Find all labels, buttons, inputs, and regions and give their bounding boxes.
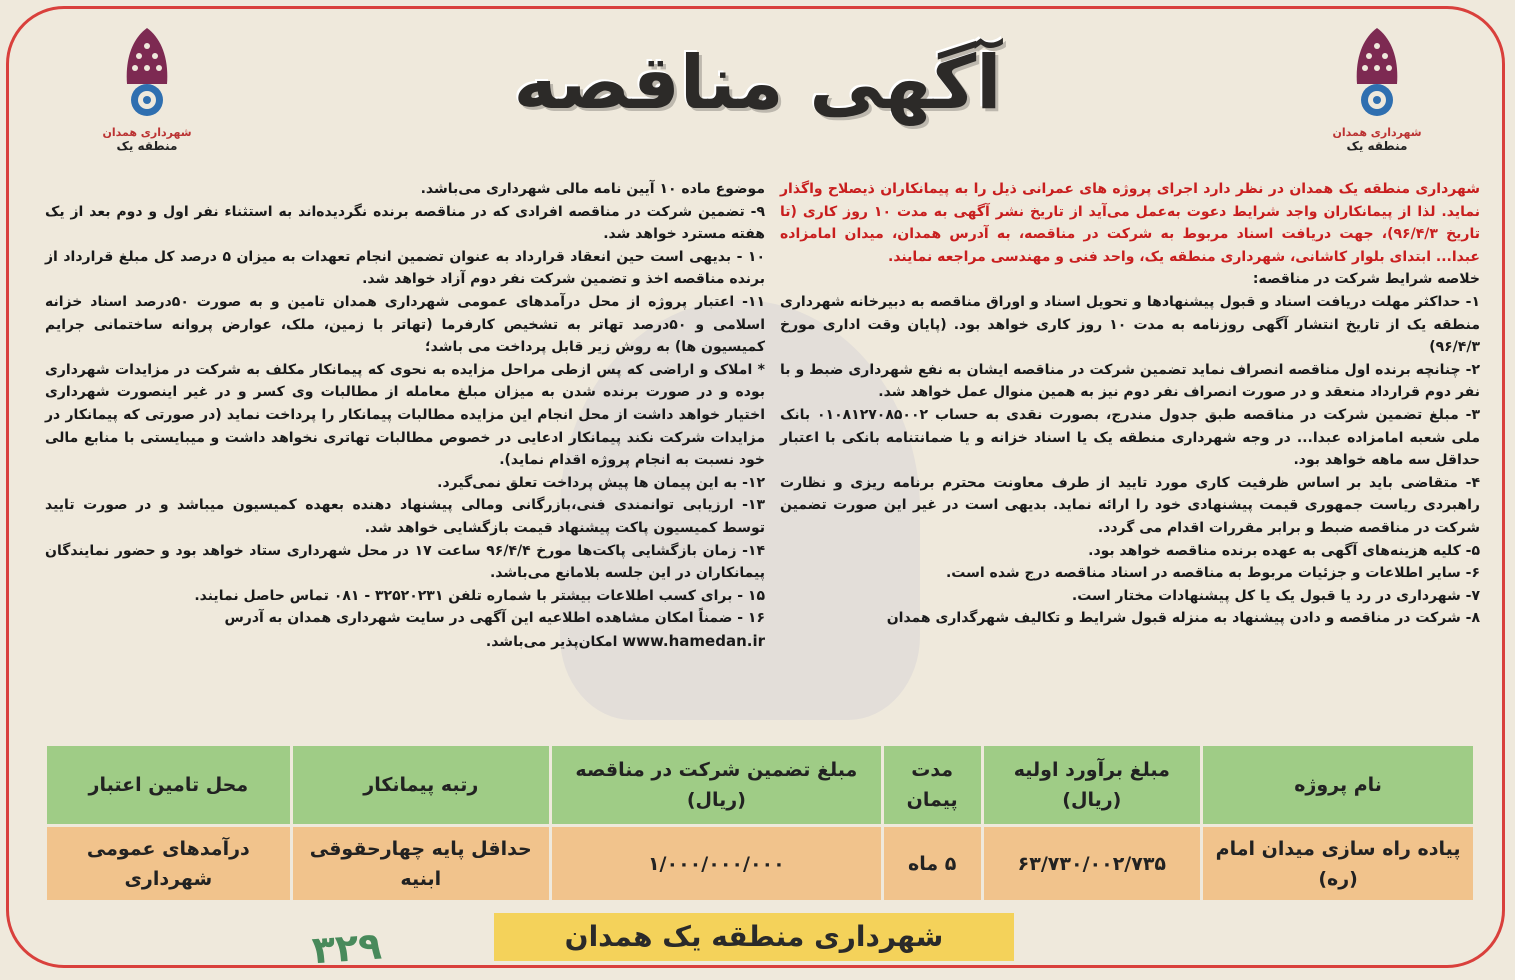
condition-item: ۴- متقاضی باید بر اساس ظرفیت کاری مورد تایید از طرف معاونت محترم برنامه ریزی و نظارت راهبردی ریاست جمهوری قیمت پیشنهادی خود را ارائه نماید. بدیهی است در غیر این صورت تضمین شرکت در مناقصه ضبط و برابر مقررات اقدام می گردد.: [780, 474, 1480, 536]
header-guarantee: مبلغ تضمین شرکت در مناقصه (ریال): [552, 746, 881, 824]
header-estimate: مبلغ برآورد اولیه (ریال): [984, 746, 1201, 824]
tender-table: [44, 743, 1476, 903]
intro-paragraph: شهرداری منطقه یک همدان در نظر دارد اجرای پروژه های عمرانی ذیل را به پیمانکاران ذیصلاح واگذار نماید. لذا از پیمانکاران واجد شرایط دعوت به‌عمل می‌آید از تاریخ نشر آگهی به مدت ۱۰ روز کاری (تا تاریخ ۹۶/۴/۳)، جهت دریافت اسناد مربوط به شرکت در مناقصه، به آدرس همدان، میدان امامزاده عبدا... ابتدای بلوار کاشانی، شهرداری منطقه یک، واحد فنی و مهندسی مراجعه نمایند.: [780, 181, 1480, 265]
website-link[interactable]: www.hamedan.ir: [622, 631, 765, 650]
cell-estimate: ۶۳/۷۳۰/۰۰۲/۷۳۵: [984, 827, 1201, 900]
condition-item: ۹- تضمین شرکت در مناقصه افرادی که در مناقصه برنده نگردیده‌اند به استثناء نفر اول و دوم بعد از یک هفته مسترد خواهد شد.: [45, 203, 765, 243]
condition-item: ۱۲- به این پیمان ها پیش پرداخت تعلق نمی‌گیرد.: [437, 474, 765, 491]
condition-item: * املاک و اراضی که پس ازطی مراحل مزایده به نحوی که پیمانکار مکلف به شرکت در مزایدات شهرداری بوده و در صورت برنده شدن به میزان مبلغ معامله از مطالبات وی کسر و در غیر اینصورت شهرداری اختیار خواهد داشت از محل انجام این مزایده مطالبات پیمانکار را پرداخت نماید (در صورتی که پیمانکار در مزایدات شرکت نکند پیمانکار ادعایی در خصوص مطالبات تهاتری نخواهد داشت و میبایستی با منابع مالی خود نسبت به انجام پروژه اقدام نماید).: [45, 361, 765, 469]
condition-item: ۱- حداکثر مهلت دریافت اسناد و قبول پیشنهادها و تحویل اسناد و اوراق مناقصه به دبیرخانه شهرداری منطقه یک از تاریخ انتشار آگهی روزنامه به مدت ۱۰ روز کاری خواهد بود. (پایان وقت اداری مورخ ۹۶/۴/۳): [780, 293, 1480, 356]
website-tail: امکان‌پذیر می‌باشد.: [485, 633, 618, 650]
condition-item: ۱۵ - برای کسب اطلاعات بیشتر با شماره تلفن ۳۲۵۲۰۲۳۱ - ۰۸۱ تماس حاصل نمایند.: [194, 587, 765, 604]
cell-duration: ۵ ماه: [884, 827, 981, 900]
table-row: [47, 827, 1473, 900]
condition-item: ۱۰ - بدیهی است حین انعقاد قرارداد به عنوان تضمین انجام تعهدات به میزان ۵ درصد کل مبلغ قرارداد از برنده مناقصه اخذ و تضمین شرکت نفر دوم آزاد خواهد شد.: [45, 248, 765, 288]
header-project-name: نام پروژه: [1203, 746, 1473, 824]
footer-band: شهرداری منطقه یک همدان: [494, 913, 1014, 961]
right-column: [780, 178, 1480, 630]
condition-item: موضوع ماده ۱۰ آیین نامه مالی شهرداری می‌باشد.: [420, 181, 765, 197]
conditions-title: خلاصه شرایط شرکت در مناقصه:: [1252, 271, 1480, 288]
logo-zone-text: منطقه یک: [116, 139, 178, 153]
header-duration: مدت پیمان: [884, 746, 981, 824]
website-line: [45, 630, 765, 654]
cell-contractor-grade: حداقل پایه چهارحقوقی ابنیه: [293, 827, 549, 900]
left-column: [45, 178, 765, 653]
cell-project-name: پیاده راه سازی میدان امام (ره): [1203, 827, 1473, 900]
ad-title: آگهی مناقصه: [513, 40, 1002, 126]
condition-item: ۵- کلیه هزینه‌های آگهی به عهده برنده مناقصه خواهد بود.: [1088, 542, 1480, 559]
table-header-row: [47, 746, 1473, 824]
logo-zone-text: منطقه یک: [1346, 139, 1408, 153]
cell-funding-source: درآمدهای عمومی شهرداری: [47, 827, 290, 900]
header-funding-source: محل تامین اعتبار: [47, 746, 290, 824]
condition-item: ۲- چنانچه برنده اول مناقصه انصراف نماید تضمین شرکت در مناقصه ایشان به نفع شهرداری ضبط و با نفر دوم قرارداد منعقد و در صورت انصراف نفر دوم نیز به همین منوال عمل خواهد شد.: [780, 361, 1480, 401]
cell-guarantee: ۱/۰۰۰/۰۰۰/۰۰۰: [552, 827, 881, 900]
condition-item: ۶- سایر اطلاعات و جزئیات مربوط به مناقصه در اسناد مناقصه درج شده است.: [945, 565, 1480, 582]
condition-item: ۷- شهرداری در رد یا قبول یک یا کل پیشنهادات مختار است.: [1071, 587, 1480, 604]
condition-item: ۱۱- اعتبار پروژه از محل درآمدهای عمومی شهرداری همدان تامین و به صورت ۵۰درصد اسناد خزانه اسلامی و ۵۰درصد تهاتر به تشخیص کارفرما (تهاتر با زمین، ملک، عوارض پروانه ساختمانی جرایم کمیسیون ها) به روش زیر قابل پرداخت می باشد؛: [45, 293, 766, 356]
logo-city-text: شهرداری همدان: [1332, 126, 1422, 139]
condition-item: ۱۶ - ضمناً امکان مشاهده اطلاعیه این آگهی در سایت شهرداری همدان به آدرس: [224, 610, 765, 627]
condition-item: ۳- مبلغ تضمین شرکت در مناقصه طبق جدول مندرج، بصورت نقدی به حساب ۰۱۰۸۱۲۷۰۸۵۰۰۲ بانک ملی شعبه امامزاده عبدا... در وجه شهرداری منطقه یک یا اسناد خزانه و یا ضمانتنامه بانکی با اعتبار حداقل سه ماهه خواهد بود.: [780, 406, 1480, 469]
logo-city-text: شهرداری همدان: [102, 126, 192, 139]
condition-item: ۱۳- ارزیابی توانمندی فنی،بازرگانی ومالی پیشنهاد دهنده بعهده کمیسیون میباشد و در صورت تایید توسط کمیسیون پاکت پیشنهاد قیمت بازگشایی خواهد شد.: [45, 497, 765, 536]
header-contractor-grade: رتبه پیمانکار: [293, 746, 549, 824]
page-number-stamp: ۳۲۹: [310, 923, 384, 973]
condition-item: ۸- شرکت در مناقصه و دادن پیشنهاد به منزله قبول شرایط و تکالیف شهرگداری همدان: [886, 610, 1480, 627]
condition-item: ۱۴- زمان بازگشایی پاکت‌ها مورخ ۹۶/۴/۴ ساعت ۱۷ در محل شهرداری ستاد خواهد بود و حضور نمایندگان پیمانکاران در این جلسه بلامانع می‌باشد.: [45, 542, 766, 582]
